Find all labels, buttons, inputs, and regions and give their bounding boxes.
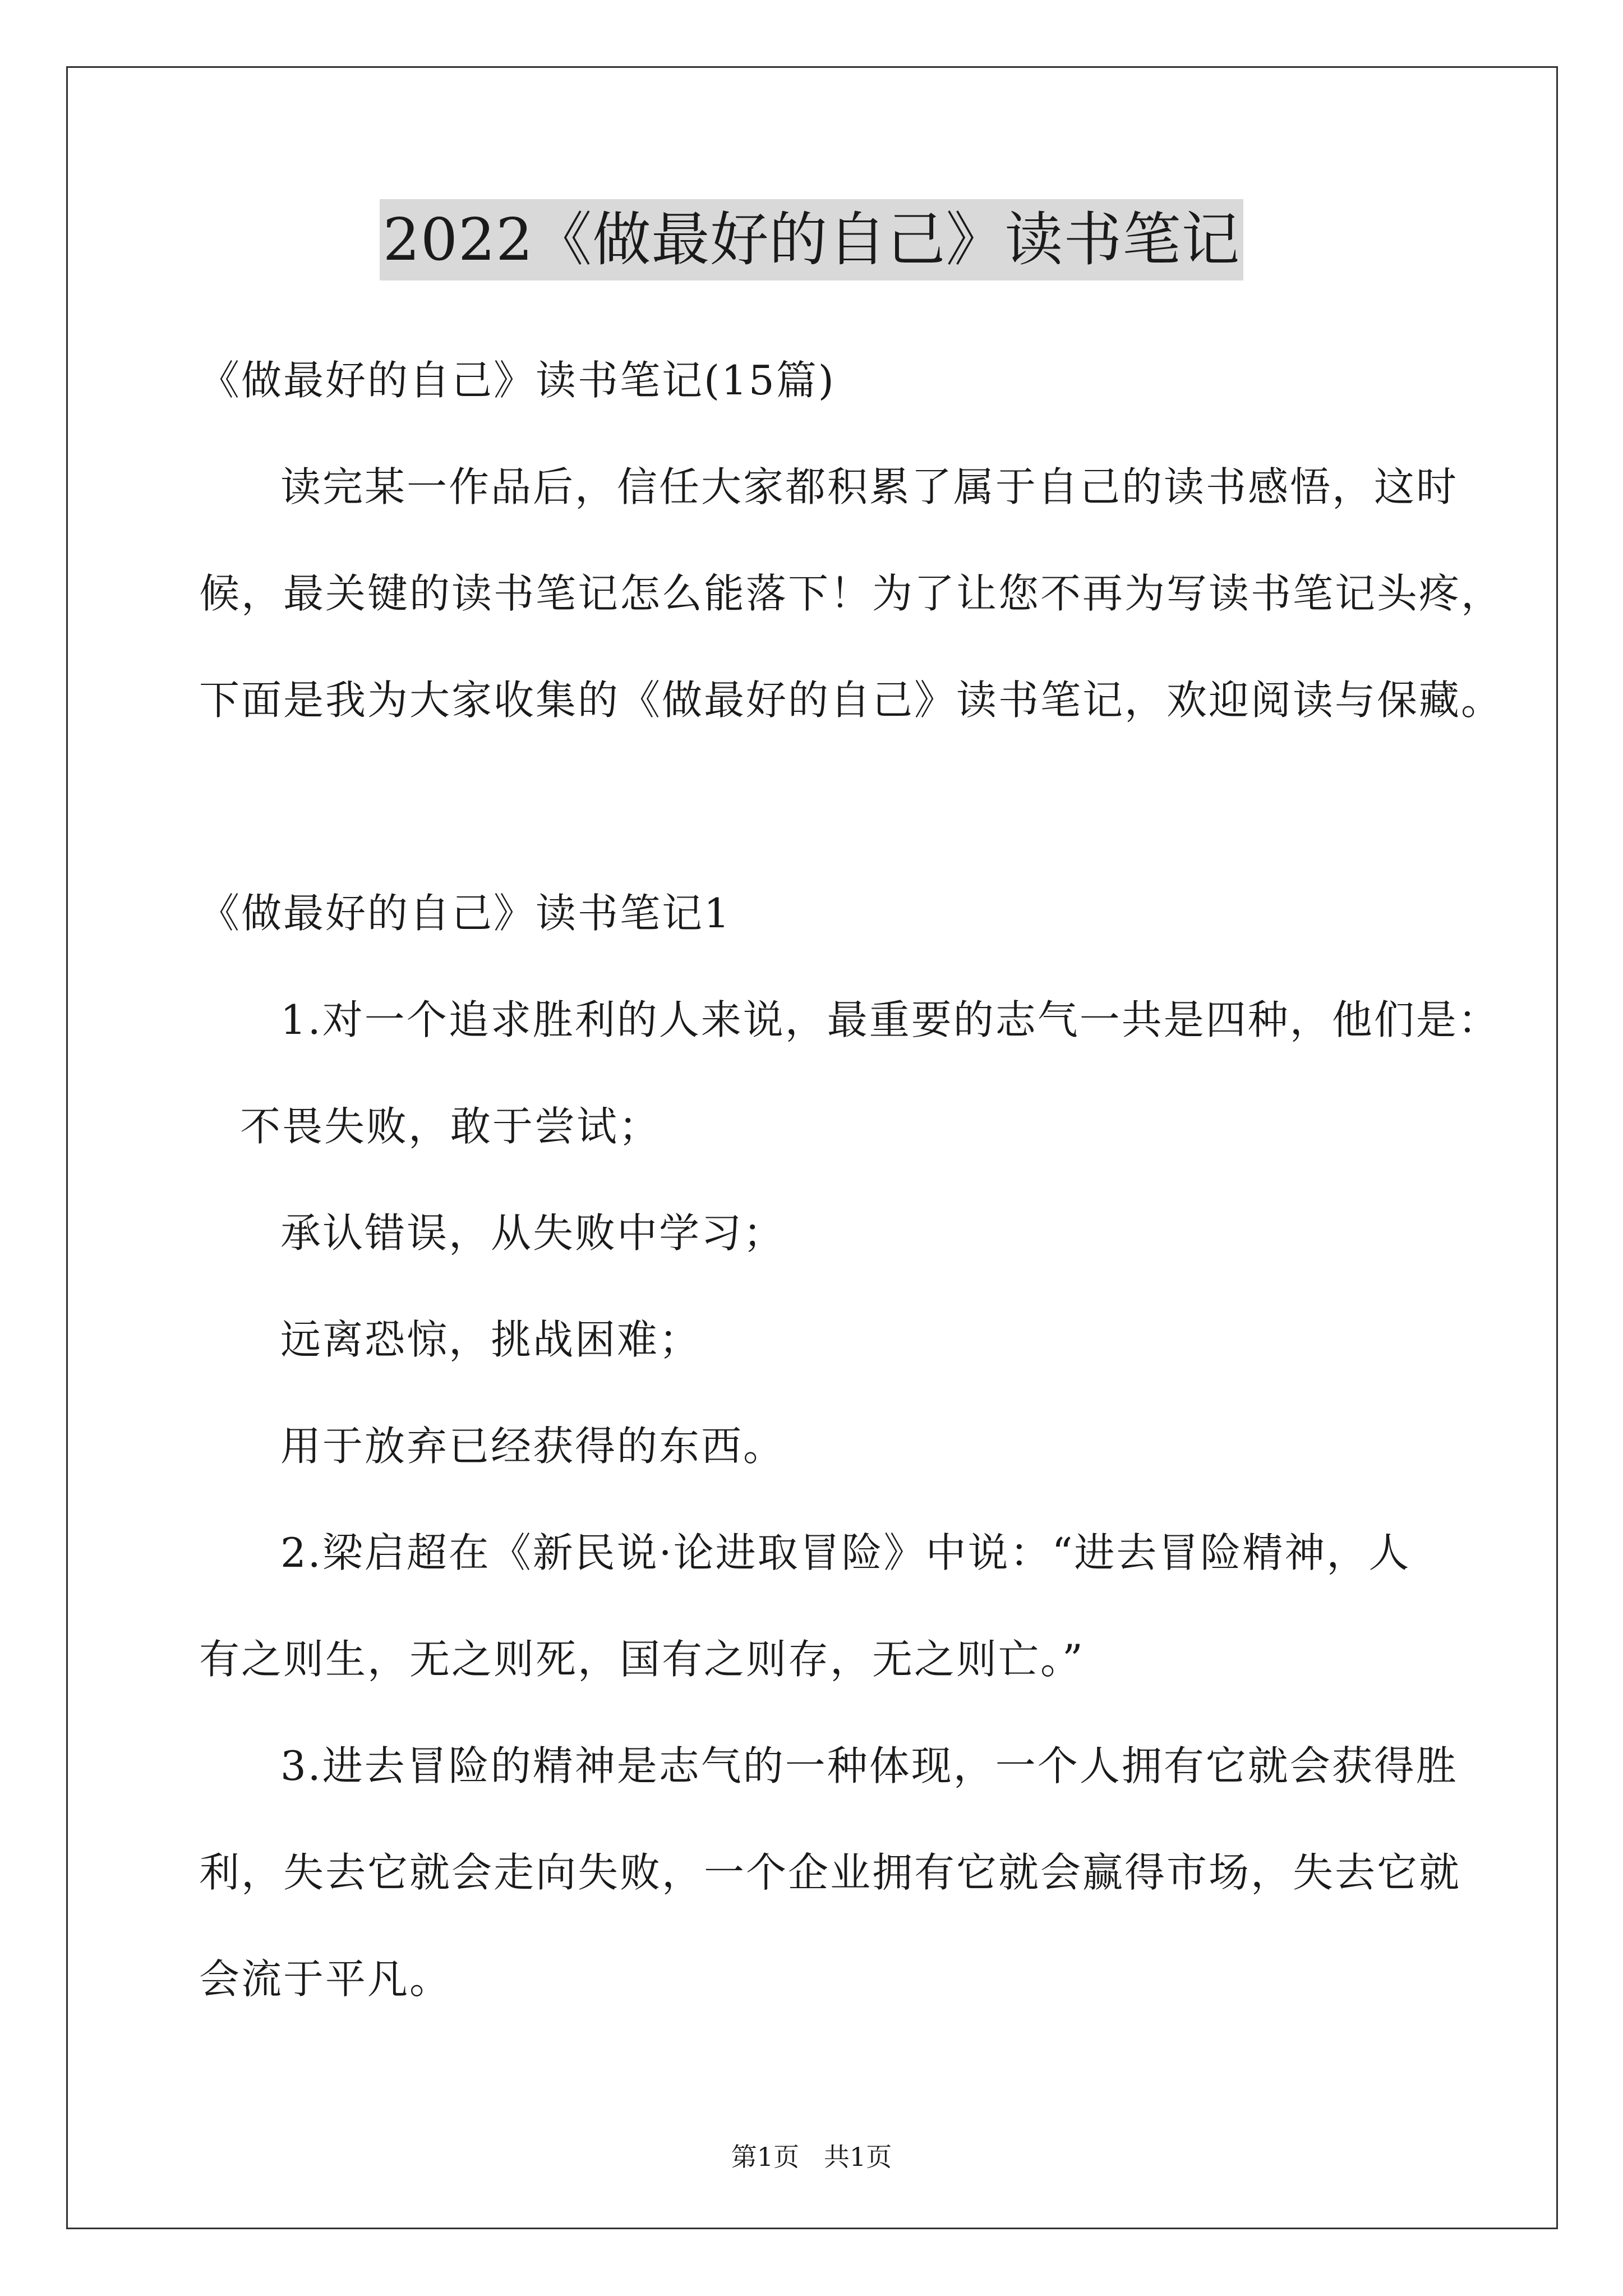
body-line: 不畏失败，敢于尝试； bbox=[240, 1103, 661, 1150]
body-line: 利，失去它就会走向失败，一个企业拥有它就会赢得市场，失去它就 bbox=[199, 1849, 1461, 1896]
title-container bbox=[0, 199, 1623, 280]
intro-line: 下面是我为大家收集的《做最好的自己》读书笔记，欢迎阅读与保藏。 bbox=[199, 677, 1504, 724]
document-title: 2022《做最好的自己》读书笔记 bbox=[380, 199, 1244, 280]
intro-line: 候，最关键的读书笔记怎么能落下！为了让您不再为写读书笔记头疼， bbox=[199, 570, 1504, 617]
body-line: 1.对一个追求胜利的人来说，最重要的志气一共是四种，他们是： bbox=[280, 996, 1500, 1043]
document-subtitle: 《做最好的自己》读书笔记(15篇) bbox=[199, 357, 836, 404]
body-line: 有之则生，无之则死，国有之则存，无之则亡。” bbox=[199, 1636, 1085, 1683]
body-line: 承认错误，从失败中学习； bbox=[280, 1209, 786, 1257]
page-footer: 第1页 共1页 bbox=[731, 2142, 892, 2172]
body-line: 会流于平凡。 bbox=[199, 1955, 452, 2003]
body-line: 远离恐惊，挑战困难； bbox=[280, 1316, 702, 1363]
body-line: 2.梁启超在《新民说·论进取冒险》中说：“进去冒险精神，人 bbox=[280, 1529, 1411, 1576]
section-heading: 《做最好的自己》读书笔记1 bbox=[199, 890, 731, 937]
body-line: 3.进去冒险的精神是志气的一种体现，一个人拥有它就会获得胜 bbox=[280, 1742, 1458, 1789]
body-line: 用于放弃已经获得的东西。 bbox=[280, 1423, 786, 1470]
intro-line: 读完某一作品后，信任大家都积累了属于自己的读书感悟，这时 bbox=[280, 463, 1459, 510]
